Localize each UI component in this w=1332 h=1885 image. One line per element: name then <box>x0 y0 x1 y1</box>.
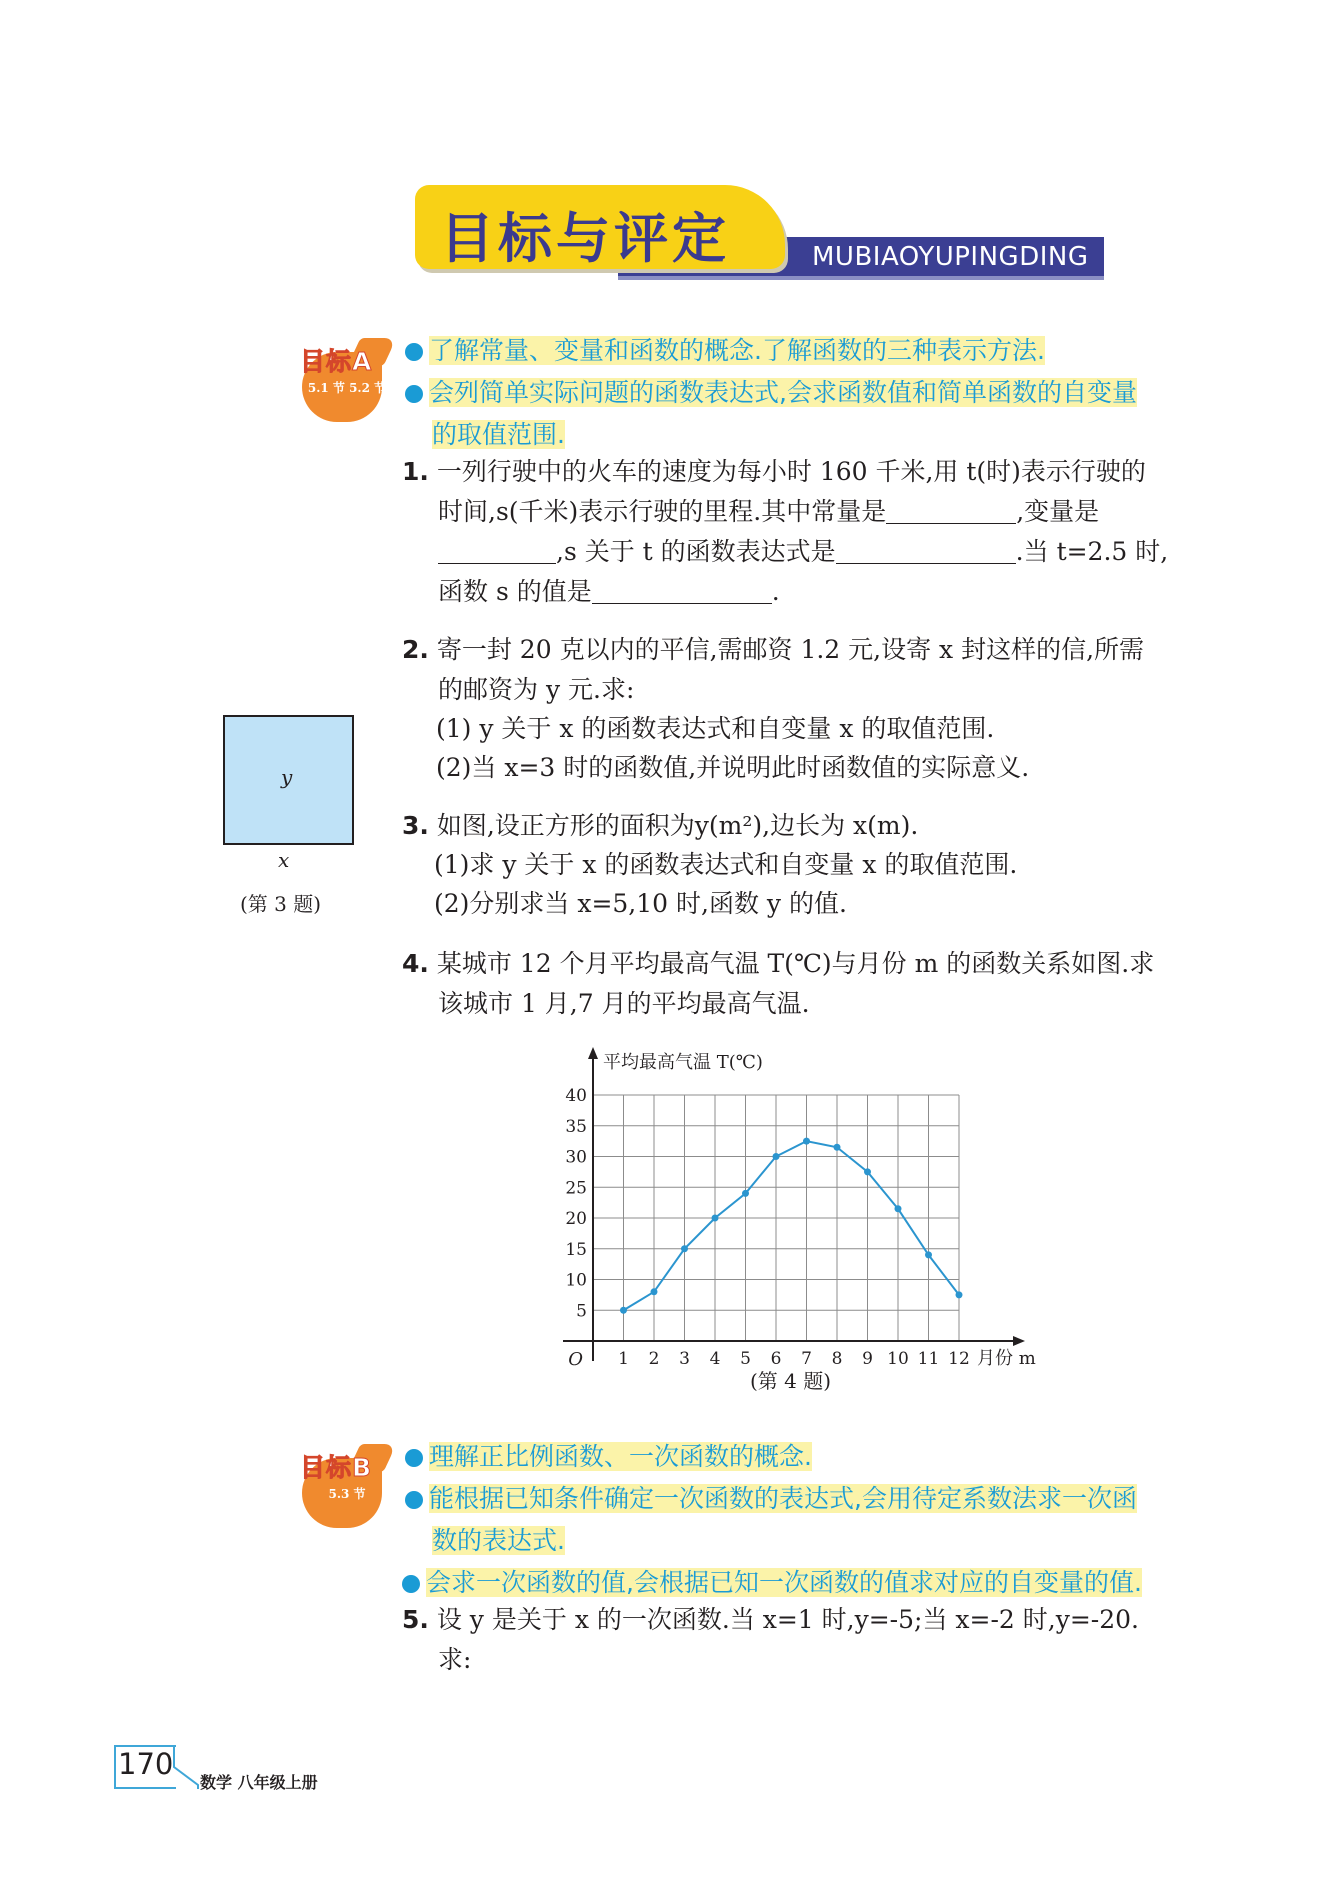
goal-a-badge <box>296 334 394 426</box>
data-point <box>803 1138 810 1145</box>
answer-blank[interactable] <box>438 537 556 564</box>
goal-a-item-1: 了解常量、变量和函数的概念.了解函数的三种表示方法. <box>405 331 1045 367</box>
problem-4-line-1: 4. 某城市 12 个月平均最高气温 T(℃)与月份 m 的函数关系如图.求 <box>402 949 1155 978</box>
data-point <box>925 1251 932 1258</box>
data-point <box>834 1144 841 1151</box>
square-area-label: y <box>281 765 293 789</box>
x-axis-arrow-icon <box>1013 1336 1025 1346</box>
problem-1-line-2: 时间,s(千米)表示行驶的里程.其中常量是 ,变量是 <box>438 497 1100 526</box>
x-tick-label: 5 <box>740 1349 751 1369</box>
x-tick-label: 1 <box>618 1349 629 1369</box>
x-tick-label: 8 <box>831 1349 843 1369</box>
square-side-label: x <box>278 848 290 872</box>
chart-series <box>620 1138 963 1314</box>
page-title: 目标与评定 <box>440 207 730 270</box>
series-line <box>624 1141 960 1310</box>
x-tick-label: 9 <box>862 1349 873 1369</box>
y-tick-label: 30 <box>565 1147 587 1168</box>
x-tick-label: 2 <box>648 1349 660 1369</box>
data-point <box>620 1307 627 1314</box>
goal-b-sections: 5.3 节 <box>328 1487 366 1501</box>
y-tick-label: 5 <box>576 1301 587 1322</box>
problem-2-line-4: (2)当 x=3 时的函数值,并说明此时函数值的实际意义. <box>436 753 1030 782</box>
problem-3-line-1: 3. 如图,设正方形的面积为y(m²),边长为 x(m). <box>402 811 919 840</box>
x-tick-label: 10 <box>887 1349 909 1369</box>
bullet-icon <box>402 1575 420 1593</box>
data-point <box>895 1205 902 1212</box>
x-tick-label: 6 <box>770 1349 782 1369</box>
data-point <box>864 1168 871 1175</box>
answer-blank[interactable] <box>592 577 772 604</box>
problem-5-line-2: 求: <box>438 1645 472 1674</box>
y-tick-label: 10 <box>565 1270 587 1291</box>
data-point <box>742 1190 749 1197</box>
bullet-icon <box>405 1491 423 1509</box>
goal-b-badge <box>296 1440 394 1532</box>
x-tick-label: 11 <box>917 1349 940 1369</box>
bullet-icon <box>405 1449 423 1467</box>
data-point <box>681 1245 688 1252</box>
x-tick-label: 4 <box>709 1349 721 1369</box>
y-tick-label: 35 <box>565 1116 587 1137</box>
bullet-icon <box>405 385 423 403</box>
y-axis-label: 平均最高气温 T(℃) <box>603 1052 763 1073</box>
y-tick-label: 20 <box>565 1209 587 1229</box>
goal-b-badge-label: 目标B <box>300 1453 373 1482</box>
y-axis-arrow-icon <box>588 1047 598 1059</box>
answer-blank[interactable] <box>836 537 1016 564</box>
problem-2-line-2: 的邮资为 y 元.求: <box>438 675 635 704</box>
problem-2-line-1: 2. 寄一封 20 克以内的平信,需邮资 1.2 元,设寄 x 封这样的信,所需 <box>402 635 1145 664</box>
problem-3-line-2: (1)求 y 关于 x 的函数表达式和自变量 x 的取值范围. <box>434 850 1018 879</box>
goal-a-badge-label: 目标A <box>300 347 373 376</box>
banner-subtitle: MUBIAOYUPINGDING <box>812 242 1089 272</box>
x-tick-label: 7 <box>801 1349 812 1369</box>
x-tick-label: 3 <box>679 1349 690 1369</box>
problem-1-line-1: 1. 一列行驶中的火车的速度为每小时 160 千米,用 t(时)表示行驶的 <box>402 457 1146 486</box>
goal-b-item-3: 会求一次函数的值,会根据已知一次函数的值求对应的自变量的值. <box>402 1563 1142 1599</box>
goal-a-item-2: 会列简单实际问题的函数表达式,会求函数值和简单函数的自变量 <box>405 373 1137 409</box>
problem-3-line-3: (2)分别求当 x=5,10 时,函数 y 的值. <box>434 889 847 918</box>
goal-a-item-2-cont: 的取值范围. <box>432 420 565 449</box>
figure-3-caption: (第 3 题) <box>240 892 322 916</box>
y-tick-label: 25 <box>565 1178 587 1199</box>
problem-1-line-3: ,s 关于 t 的函数表达式是 .当 t=2.5 时, <box>438 532 1168 572</box>
problem-5-line-1: 5. 设 y 是关于 x 的一次函数.当 x=1 时,y=-5;当 x=-2 时,y=-20. <box>402 1605 1139 1634</box>
temperature-chart <box>555 1030 1055 1390</box>
page-number: 170 <box>118 1747 174 1781</box>
goal-b-item-1: 理解正比例函数、一次函数的概念. <box>405 1437 812 1473</box>
goal-a-sections: 5.1 节 5.2 节 <box>307 381 387 395</box>
data-point <box>956 1291 963 1298</box>
problem-1-line-4: 函数 s 的值是 . <box>438 577 780 606</box>
book-title: 数学 八年级上册 <box>200 1773 318 1792</box>
y-tick-label: 15 <box>565 1239 587 1260</box>
bullet-icon <box>405 343 423 361</box>
figure-4-caption: (第 4 题) <box>750 1369 832 1393</box>
y-tick-label: 40 <box>565 1086 587 1106</box>
x-tick-label: 12 <box>948 1349 970 1369</box>
goal-b-item-2-cont: 数的表达式. <box>432 1526 565 1555</box>
origin-label: O <box>568 1349 583 1370</box>
problem-4-line-2: 该城市 1 月,7 月的平均最高气温. <box>438 989 810 1018</box>
data-point <box>773 1153 780 1160</box>
answer-blank[interactable] <box>886 497 1016 524</box>
chart-axes <box>563 1047 1025 1361</box>
page-tab-arrow-icon <box>172 1745 202 1789</box>
data-point <box>651 1288 658 1295</box>
goal-b-item-2: 能根据已知条件确定一次函数的表达式,会用待定系数法求一次函 <box>405 1479 1137 1515</box>
data-point <box>712 1215 719 1222</box>
x-axis-label: 月份 m <box>977 1348 1036 1369</box>
chart-labels <box>565 1052 1035 1370</box>
problem-2-line-3: (1) y 关于 x 的函数表达式和自变量 x 的取值范围. <box>436 714 995 743</box>
